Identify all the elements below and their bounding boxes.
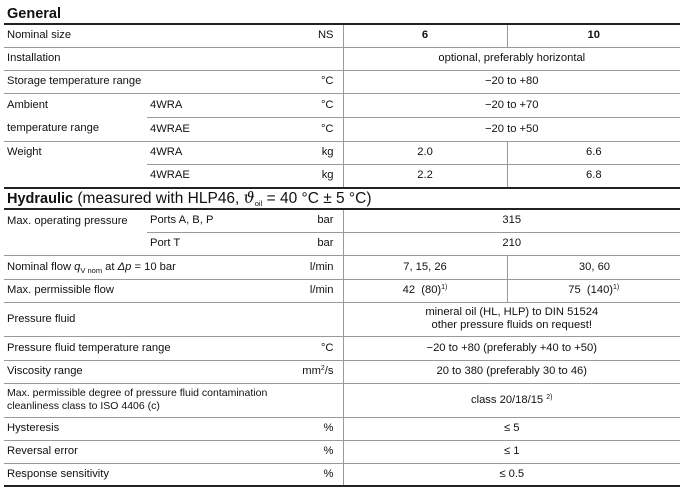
row-response-sensitivity [4, 463, 680, 486]
weight-4wra-unit: kg [257, 141, 343, 164]
ambient-label-2: temperature range [7, 122, 100, 135]
weight-label: Weight [4, 141, 147, 164]
hydraulic-heading: Hydraulic (measured with HLP46, $ϑ_{oil} = 40$ °C ± 5 °C) [7, 189, 372, 208]
max-flow-10: 75 $(140)^{1)}$ [507, 279, 680, 302]
storage-temp-value: −20 to +80 [343, 70, 680, 93]
row-fluid-temp [4, 336, 680, 360]
nominal-flow-10: 30, 60 [507, 255, 680, 279]
port-t-value: 210 [343, 232, 680, 255]
nominal-size-10: 10 [507, 24, 680, 47]
response-sensitivity-label: Response sensitivity [4, 463, 257, 486]
weight-4wrae-6: 2.2 [343, 164, 507, 188]
max-flow-label: Max. permissible flow [4, 279, 257, 302]
nominal-size-unit: NS [257, 24, 343, 47]
general-table [4, 23, 680, 189]
port-t-label: Port T [147, 232, 257, 255]
ambient-label: Ambient [4, 93, 147, 117]
reversal-error-unit: % [257, 440, 343, 463]
row-max-flow [4, 279, 680, 302]
row-port-t [4, 232, 680, 255]
weight-label-empty [4, 164, 147, 188]
max-op-pressure-label: Max. operating pressure [4, 209, 147, 232]
row-max-op-pressure [4, 209, 680, 232]
response-sensitivity-value: ≤ 0.5 [343, 463, 680, 486]
contamination-label: Max. permissible degree of pressure fluid contamination cleanliness class to ISO 4406 (c) [4, 383, 343, 417]
weight-4wrae-model: 4WRAE [147, 164, 257, 188]
ambient-4wra-unit: °C [257, 93, 343, 117]
viscosity-label: Viscosity range [4, 360, 257, 383]
weight-4wrae-10: 6.8 [507, 164, 680, 188]
nominal-size-6: 6 [343, 24, 507, 47]
fluid-temp-unit: °C [257, 336, 343, 360]
storage-temp-label: Storage temperature range [4, 70, 257, 93]
row-hysteresis [4, 417, 680, 440]
ambient-4wra-model: 4WRA [147, 93, 257, 117]
hysteresis-unit: % [257, 417, 343, 440]
row-nominal-size [4, 24, 680, 47]
nominal-flow-unit: l/min [257, 255, 343, 279]
installation-label: Installation [4, 47, 343, 70]
row-contamination [4, 383, 680, 417]
ambient-4wra-value: −20 to +70 [343, 93, 680, 117]
nominal-flow-6: 7, 15, 26 [343, 255, 507, 279]
row-nominal-flow [4, 255, 680, 279]
general-heading: General [7, 6, 61, 22]
max-op-pressure-unit: bar [257, 209, 343, 232]
max-flow-unit: l/min [257, 279, 343, 302]
row-pressure-fluid [4, 302, 680, 336]
port-t-unit: bar [257, 232, 343, 255]
row-ambient-4wrae [4, 117, 680, 141]
weight-4wrae-unit: kg [257, 164, 343, 188]
ambient-4wrae-value: −20 to +50 [343, 117, 680, 141]
reversal-error-label: Reversal error [4, 440, 257, 463]
row-reversal-error [4, 440, 680, 463]
row-ambient-4wra [4, 93, 680, 117]
row-weight-4wra [4, 141, 680, 164]
hysteresis-value: ≤ 5 [343, 417, 680, 440]
storage-temp-unit: °C [257, 70, 343, 93]
reversal-error-value: ≤ 1 [343, 440, 680, 463]
max-flow-6: 42 $(80)^{1)}$ [343, 279, 507, 302]
weight-4wra-6: 2.0 [343, 141, 507, 164]
port-t-empty [4, 232, 147, 255]
viscosity-value: 20 to 380 (preferably 30 to 46) [343, 360, 680, 383]
ambient-4wrae-model: 4WRAE [147, 117, 257, 141]
row-weight-4wrae [4, 164, 680, 188]
ambient-4wrae-unit: °C [257, 117, 343, 141]
pressure-fluid-label: Pressure fluid [4, 302, 343, 336]
installation-value: optional, preferably horizontal [343, 47, 680, 70]
row-viscosity [4, 360, 680, 383]
fluid-temp-value: −20 to +80 (preferably +40 to +50) [343, 336, 680, 360]
pressure-fluid-value: mineral oil (HL, HLP) to DIN 51524 other pressure fluids on request! [343, 302, 680, 336]
max-op-pressure-value: 315 [343, 209, 680, 232]
nominal-size-label: Nominal size [4, 24, 257, 47]
hysteresis-label: Hysteresis [4, 417, 257, 440]
fluid-temp-label: Pressure fluid temperature range [4, 336, 257, 360]
hydraulic-table [4, 208, 680, 487]
weight-4wra-10: 6.6 [507, 141, 680, 164]
response-sensitivity-unit: % [257, 463, 343, 486]
viscosity-unit: $mm^2/s$ [257, 360, 343, 383]
contamination-value: class 20/18/15 $^{2)}$ [343, 383, 680, 417]
max-op-pressure-ports: Ports A, B, P [147, 209, 257, 232]
nominal-flow-label: Nominal flow $q_{V nom}$ at Δp = 10 bar [4, 255, 257, 279]
row-storage-temp [4, 70, 680, 93]
weight-4wra-model: 4WRA [147, 141, 257, 164]
row-installation [4, 47, 680, 70]
